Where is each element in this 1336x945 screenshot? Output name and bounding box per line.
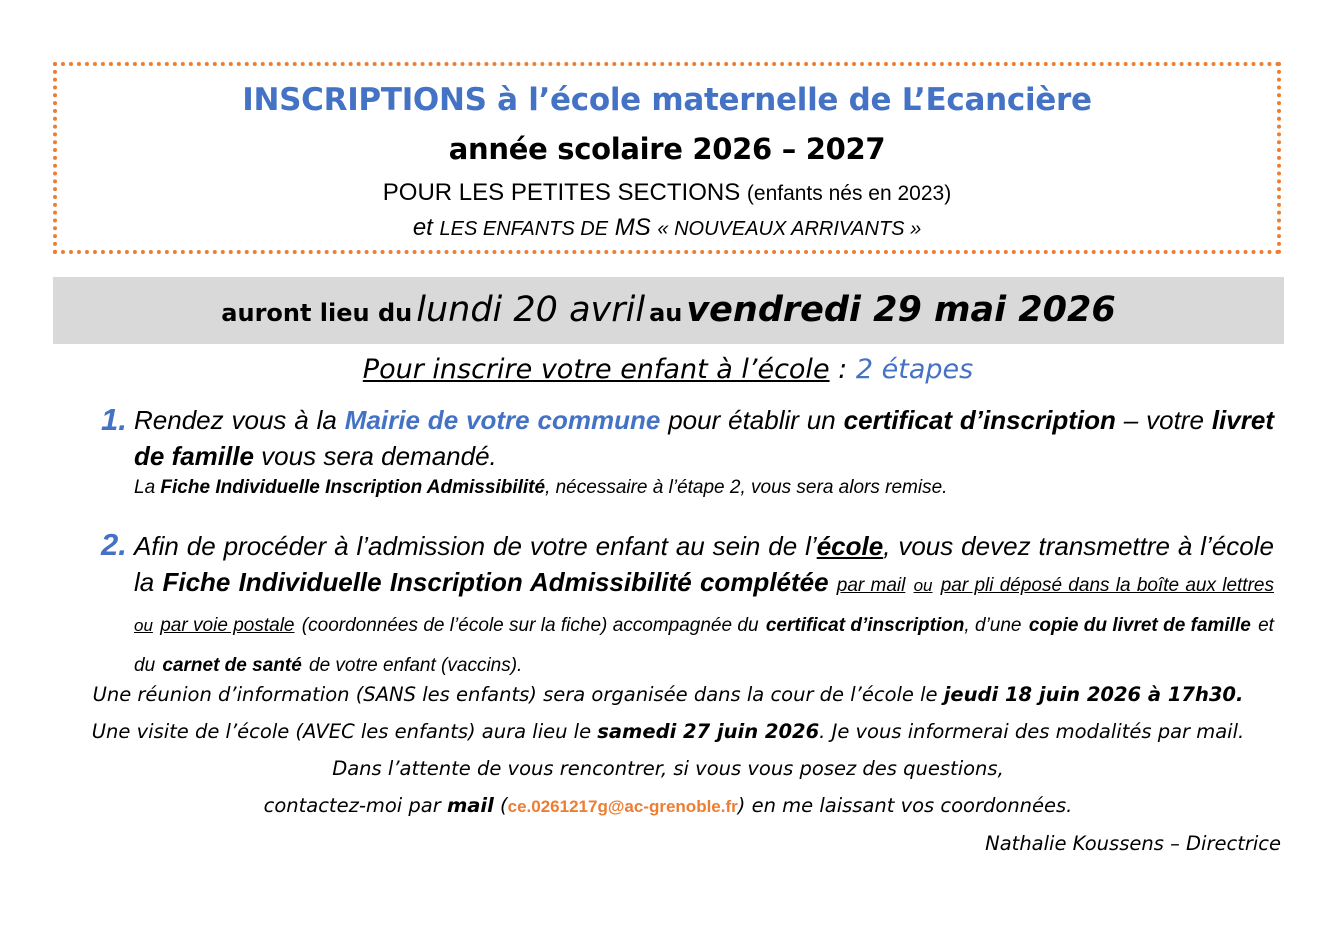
step-1-text-c: – votre	[1123, 405, 1204, 435]
fiche-completed-label: Fiche Individuelle Inscription Admissibilité complétée	[162, 567, 829, 597]
visite-post: . Je vous informerai des modalités par mail.	[819, 720, 1245, 743]
delivery-or-2: ou	[134, 616, 153, 635]
step-1-note	[134, 474, 1274, 502]
step-2-number: 2.	[101, 527, 127, 562]
certificat-label: certificat d’inscription	[843, 405, 1116, 435]
step-1-text-b: pour établir un	[668, 405, 836, 435]
step-2-text-d: , d’une	[964, 615, 1022, 636]
delivery-or-1: ou	[913, 576, 933, 595]
steps-intro-text: Pour inscrire votre enfant à l’école	[362, 354, 830, 385]
step-1-main	[134, 402, 1274, 474]
sections-line	[57, 179, 1277, 207]
visite-date: samedi 27 juin 2026	[597, 720, 820, 743]
paren-close: )	[737, 794, 746, 817]
carnet-label: carnet de santé	[162, 655, 302, 676]
step-1	[134, 402, 1274, 502]
ms-label: MS	[614, 214, 651, 241]
contact-pre: contactez-moi par	[263, 794, 441, 817]
step-2-text-e: et du	[134, 615, 1274, 676]
step-2-text-f: de votre enfant (vaccins).	[309, 655, 523, 676]
visite-line	[0, 713, 1336, 750]
ms-prefix: LES ENFANTS DE	[439, 218, 609, 240]
email-link[interactable]: ce.0261217g@ac-grenoble.fr	[507, 797, 738, 816]
reunion-date: jeudi 18 juin 2026 à 17h30.	[943, 683, 1244, 706]
step-2	[134, 528, 1274, 684]
visite-text: Une visite de l’école (AVEC les enfants) aura lieu le	[91, 720, 592, 743]
dates-prefix: auront lieu du	[221, 299, 413, 327]
step-1-note-b: , nécessaire à l’étape 2, vous sera alors remise.	[545, 477, 948, 498]
steps-intro-sep: :	[838, 354, 848, 385]
livret-label: livret de famille	[134, 405, 1274, 471]
school-year: année scolaire 2026 – 2027	[448, 132, 886, 166]
step-1-note-a: La	[134, 477, 156, 498]
sections-birth-year: (enfants nés en 2023)	[746, 182, 952, 205]
signature: Nathalie Koussens – Directrice	[985, 832, 1281, 855]
dates-mid: au	[649, 299, 683, 327]
step-1-text-d: vous sera demandé.	[261, 441, 497, 471]
copie-livret-label: copie du livret de famille	[1028, 615, 1251, 636]
delivery-post: par voie postale	[160, 615, 295, 636]
step-2-text-c: (coordonnées de l’école sur la fiche) accompagnée du	[301, 615, 759, 636]
certificat-label-2: certificat d’inscription	[765, 615, 965, 636]
step-2-text-b: , vous devez transmettre à l’école la	[134, 531, 1274, 597]
mairie-label: Mairie de votre commune	[344, 405, 661, 435]
page-title: INSCRIPTIONS à l’école maternelle de L’Ecancière	[242, 82, 1092, 118]
contact-line	[0, 787, 1336, 825]
contact-mail-word: mail	[446, 794, 494, 817]
step-1-text-a: Rendez vous à la	[134, 405, 337, 435]
delivery-mailbox: par pli déposé dans la boîte aux lettres	[940, 575, 1274, 596]
ms-et: et	[412, 214, 433, 241]
ms-line	[57, 214, 1277, 242]
attente-line: Dans l’attente de vous rencontrer, si vous vous posez des questions,	[332, 757, 1004, 780]
ms-new-arrivals: « NOUVEAUX ARRIVANTS »	[657, 218, 922, 240]
header-box	[53, 62, 1281, 254]
sections-main: POUR LES PETITES SECTIONS	[382, 179, 741, 206]
steps-count: 2 étapes	[855, 354, 974, 385]
steps-intro	[0, 354, 1336, 385]
step-2-text-a: Afin de procéder à l’admission de votre enfant au sein de l’	[134, 531, 817, 561]
delivery-mail: par mail	[836, 575, 906, 596]
fiche-label: Fiche Individuelle Inscription Admissibilité	[160, 477, 546, 498]
info-section	[0, 676, 1336, 862]
date-start: lundi 20 avril	[416, 290, 646, 330]
ecole-label: école	[816, 531, 884, 561]
paren-open: (	[500, 794, 508, 817]
step-2-main	[134, 528, 1274, 684]
contact-post: en me laissant vos coordonnées.	[751, 794, 1073, 817]
reunion-text: Une réunion d’information (SANS les enfants) sera organisée dans la cour de l’école le	[92, 683, 938, 706]
date-banner	[53, 277, 1284, 344]
date-end: vendredi 29 mai 2026	[686, 290, 1116, 330]
step-1-number: 1.	[101, 402, 127, 437]
reunion-line	[0, 676, 1336, 713]
